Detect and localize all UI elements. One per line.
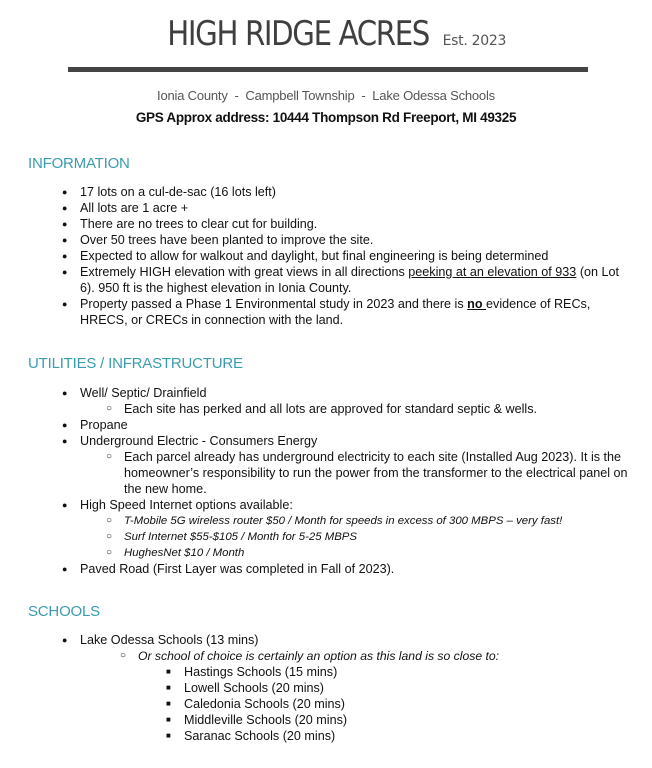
list-item: ● Propane <box>62 417 632 433</box>
information-list <box>62 184 632 328</box>
list-item: ■ Caledonia Schools (20 mins) <box>166 696 632 712</box>
schools-choice-text: Or school of choice is certainly an option as this land is so close to: <box>138 649 500 663</box>
schools-sublist <box>120 648 632 744</box>
list-item <box>120 648 632 744</box>
internet-text: High Speed Internet options available: <box>80 498 293 512</box>
list-item: ○ Each parcel already has underground electricity to each site (Installed Aug 2023). It is the homeowner’s responsibility to run the power from the transformer to the electrical panel on the new home. <box>106 449 632 497</box>
list-item: ● Expected to allow for walkout and daylight, but final engineering is being determined <box>62 248 632 264</box>
elevation-item <box>62 264 632 296</box>
list-item: ■ Hastings Schools (15 mins) <box>166 664 632 680</box>
list-item <box>62 632 632 744</box>
elevation-text: Extremely HIGH elevation with great views in all directions <box>80 265 409 279</box>
list-item: ● Paved Road (First Layer was completed in Fall of 2023). <box>62 561 632 577</box>
list-item <box>62 497 632 561</box>
environmental-text: Property passed a Phase 1 Environmental study in 2023 and there is <box>80 297 468 311</box>
elevation-underlined: peeking at an elevation of 933 <box>408 265 577 279</box>
information-heading: INFORMATION <box>28 155 130 172</box>
utilities-list <box>62 385 632 577</box>
well-text: Well/ Septic/ Drainfield <box>80 386 207 400</box>
list-item: ● All lots are 1 acre + <box>62 200 632 216</box>
list-item: ● There are no trees to clear cut for building. <box>62 216 632 232</box>
list-item: ● Over 50 trees have been planted to improve the site. <box>62 232 632 248</box>
location-subtitle: Ionia County - Campbell Township - Lake Odessa Schools <box>157 88 495 103</box>
schools-list <box>62 632 632 744</box>
list-item <box>62 385 632 417</box>
list-item: ○ T-Mobile 5G wireless router $50 / Month for speeds in excess of 300 MBPS – very fast! <box>106 513 632 529</box>
utilities-heading: UTILITIES / INFRASTRUCTURE <box>28 355 243 372</box>
title-divider <box>68 67 588 72</box>
gps-address: GPS Approx address: 10444 Thompson Rd Freeport, MI 49325 <box>135 110 517 125</box>
schools-heading: SCHOOLS <box>28 603 100 620</box>
environmental-emphasis: no <box>467 297 487 311</box>
schools-options-list <box>166 664 632 744</box>
title-row <box>0 14 652 54</box>
list-item: ■ Middleville Schools (20 mins) <box>166 712 632 728</box>
environmental-text-end: evidence of RECs, HRECS, or CRECs in connection with the land. <box>80 297 591 327</box>
list-item <box>62 433 632 497</box>
electric-sublist <box>106 449 632 497</box>
list-item: ○ HughesNet $10 / Month <box>106 545 632 561</box>
list-item: ● 17 lots on a cul-de-sac (16 lots left) <box>62 184 632 200</box>
established-label: Est. 2023 <box>442 33 507 49</box>
electric-text: Underground Electric - Consumers Energy <box>80 434 318 448</box>
list-item: ○ Each site has perked and all lots are approved for standard septic & wells. <box>106 401 632 417</box>
list-item: ■ Saranac Schools (20 mins) <box>166 728 632 744</box>
list-item: ■ Lowell Schools (20 mins) <box>166 680 632 696</box>
internet-sublist <box>106 513 632 561</box>
well-sublist <box>106 401 632 417</box>
page-title: HIGH RIDGE ACRES <box>167 14 429 54</box>
environmental-item <box>62 296 632 328</box>
list-item: ○ Surf Internet $55-$105 / Month for 5-25 MBPS <box>106 529 632 545</box>
elevation-text-end: (on Lot 6). 950 ft is the highest elevation in Ionia County. <box>80 265 620 295</box>
schools-main-text: Lake Odessa Schools (13 mins) <box>80 633 259 647</box>
